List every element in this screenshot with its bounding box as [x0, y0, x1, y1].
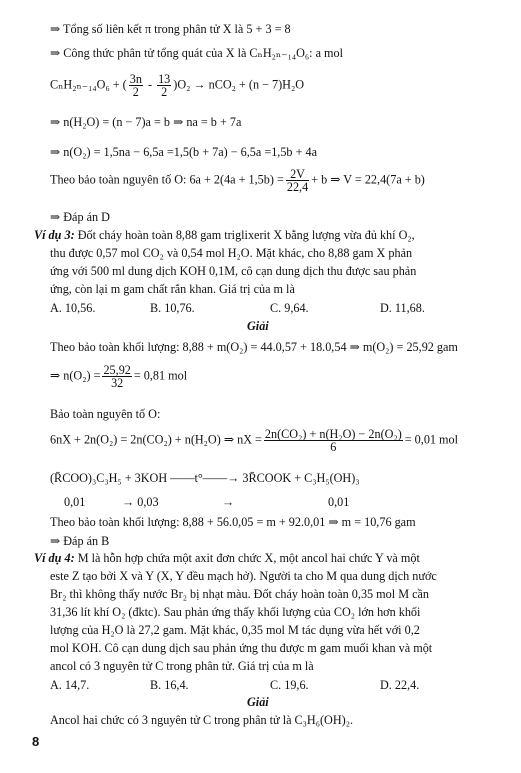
fraction-nx: $\frac{\text{2n(CO₂) + n(H₂O) − 2n(O₂)}}{6}$ — [264, 427, 402, 454]
solution-n-o2: ⇒ n(O₂) = $\frac{25,92}{32}$ = 0,81 mol — [50, 363, 188, 390]
mole-arrow: → — [222, 495, 235, 509]
solution-heading-1: Giải — [247, 319, 269, 333]
line-oxygen-balance: Theo bảo toàn nguyên tố O: 6a + 2(4a + 1,5b) = $\frac{2V}{22,4}$ + b ⇒ V = 22,4(7a + b) — [50, 167, 425, 194]
mole-ester: 0,01 — [64, 495, 86, 509]
mole-glycerol: 0,01 — [328, 495, 350, 509]
combustion-equation: CₙH₂ₙ₋₁₄O₆ + ( $\frac{3n}{2}$ - $\frac{13}{2}$ )O₂ → nCO₂ + (n − 7)H₂O — [50, 72, 305, 99]
example-4-option-d: D. 22,4. — [380, 678, 420, 692]
example-4-line-5: lượng của H₂O là 27,2 gam. Mặt khác, 0,35 mol M tác dụng vừa hết với 0,2 — [50, 623, 420, 637]
answer-d: ⇒ Đáp án D — [50, 210, 110, 224]
example-4-label: Ví dụ 4: — [34, 551, 75, 565]
example-4-line-4: 31,36 lít khí O₂ (đktc). Sau phản ứng thấy khối lượng của CO₂ lớn hơn khối — [50, 605, 421, 619]
fraction-3n-2: $\frac{3n}{2}$ — [129, 72, 142, 99]
example-4-line-6: mol KOH. Cô cạn dung dịch sau phản ứng thu được m gam muối khan và một — [50, 641, 433, 655]
example-4-option-a: A. 14,7. — [50, 678, 90, 692]
line-general-formula: ⇒ Công thức phân tử tổng quát của X là CₙH₂ₙ₋₁₄O₆: a mol — [50, 46, 343, 60]
fraction-25-92-32: $\frac{25,92}{32}$ — [103, 363, 131, 390]
example-4-option-c: C. 19,6. — [270, 678, 309, 692]
line-n-o2: ⇒ n(O₂) = 1,5na − 6,5a =1,5(b + 7a) − 6,5a =1,5b + 4a — [50, 145, 318, 159]
example-4-line-1: Ví dụ 4: M là hỗn hợp chứa một axit đơn chức X, một ancol hai chức Y và một — [34, 551, 420, 565]
solution-oxygen-heading: Bảo toàn nguyên tố O: — [50, 407, 161, 421]
fraction-13-2: $\frac{13}{2}$ — [158, 72, 171, 99]
answer-b: ⇒ Đáp án B — [50, 534, 110, 548]
example-3-option-a: A. 10,56. — [50, 301, 96, 315]
solution-nx: 6nX + 2n(O₂) = 2n(CO₂) + n(H₂O) ⇒ nX = $\frac{\text{2n(CO₂) + n(H₂O) − 2n(O₂)}}{6}$ = 0,01 mol — [50, 427, 459, 454]
example-4-option-b: B. 16,4. — [150, 678, 189, 692]
mole-koh: → 0,03 — [122, 495, 159, 509]
example-3-label: Ví dụ 3: — [34, 228, 75, 242]
line-n-h2o: ⇒ n(H₂O) = (n − 7)a = b ⇒ na = b + 7a — [50, 115, 242, 129]
example-3-option-c: C. 9,64. — [270, 301, 309, 315]
example-3-line-4: ứng, còn lại m gam chất rắn khan. Giá trị của m là — [50, 282, 295, 296]
fraction-2v: $\frac{2V}{22,4}$ — [286, 167, 309, 194]
example-4-line-7: ancol có 3 nguyên tử C trong phân tử. Giá trị của m là — [50, 659, 314, 673]
page-number: 8 — [32, 734, 40, 749]
example-3-option-d: D. 11,68. — [380, 301, 425, 315]
example-4-line-3: Br₂ thì không thấy nước Br₂ bị nhạt màu. Đốt cháy hoàn toàn 0,35 mol M cần — [50, 587, 429, 601]
example-3-line-2: thu được 0,57 mol CO₂ và 0,54 mol H₂O. Mặt khác, cho 8,88 gam X phản — [50, 246, 413, 260]
saponification-equation: (R̄COO)₃C₃H₅ + 3KOH ——t°——→ 3R̄COOK + C₃H₅(OH)₃ — [50, 471, 360, 485]
line-pi-bonds: ⇒ Tổng số liên kết π trong phân tử X là 5 + 3 = 8 — [50, 22, 291, 36]
example-3-option-b: B. 10,76. — [150, 301, 195, 315]
solution-alcohol: Ancol hai chức có 3 nguyên tử C trong phân tử là C₃H₆(OH)₂. — [50, 713, 353, 727]
example-3-line-1: Ví dụ 3: Đốt cháy hoàn toàn 8,88 gam triglixerit X bằng lượng vừa đủ khí O₂, — [34, 228, 415, 242]
solution-heading-2: Giải — [247, 695, 269, 709]
example-3-line-3: ứng với 500 ml dung dịch KOH 0,1M, cô cạn dung dịch thu được sau phản — [50, 264, 417, 278]
solution-mass-balance: Theo bảo toàn khối lượng: 8,88 + m(O₂) = 44.0,57 + 18.0,54 ⇒ m(O₂) = 25,92 gam — [50, 340, 458, 354]
solution-mass-final: Theo bảo toàn khối lượng: 8,88 + 56.0,05 = m + 92.0,01 ⇒ m = 10,76 gam — [50, 515, 416, 529]
example-4-line-2: este Z tạo bởi X và Y (X, Y đều mạch hở). Người ta cho M qua dung dịch nước — [50, 569, 437, 583]
